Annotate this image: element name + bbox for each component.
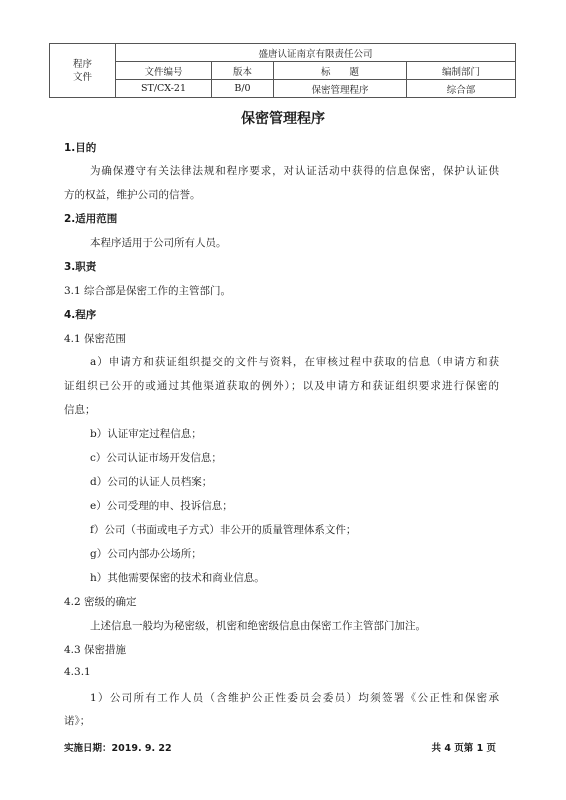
subsection-heading: 4.3 保密措施 <box>64 644 127 656</box>
paragraph-line: 3.1 综合部是保密工作的主管部门。 <box>64 285 232 297</box>
department-value: 综合部 <box>407 80 516 98</box>
list-item: g）公司内部办公场所； <box>90 548 202 560</box>
section-heading-procedure: 4.程序 <box>64 309 97 321</box>
company-name: 盛唐认证南京有限责任公司 <box>258 48 373 60</box>
paragraph-line: 方的权益，维护公司的信誉。 <box>64 189 201 201</box>
subsection-heading: 4.2 密级的确定 <box>64 596 137 608</box>
list-item: f）公司（书面或电子方式）非公开的质量管理体系文件； <box>90 524 357 536</box>
header-col-title: 标 题 <box>274 62 407 80</box>
doc-type-cell <box>50 44 116 98</box>
header-col-doc-number: 文件编号 <box>116 62 212 80</box>
list-item: b）认证审定过程信息； <box>90 428 202 440</box>
paragraph-line: 为确保遵守有关法律法规和程序要求，对认证活动中获得的信息保密，保护认证供 <box>90 165 499 177</box>
document-header-table <box>49 43 516 98</box>
page-number: 共 4 页第 1 页 <box>431 743 496 754</box>
version-value: B/0 <box>212 80 274 98</box>
subsection-heading: 4.3.1 <box>64 666 91 678</box>
company-name-cell <box>116 44 516 62</box>
doc-type-label: 程序 文件 <box>72 58 92 83</box>
title-value: 保密管理程序 <box>274 80 407 98</box>
header-col-department: 编制部门 <box>407 62 516 80</box>
paragraph-line: 信息； <box>64 404 96 416</box>
list-item: d）公司的认证人员档案； <box>90 476 213 488</box>
header-col-version: 版本 <box>212 62 274 80</box>
paragraph-line: a）申请方和获证组织提交的文件与资料，在审核过程中获取的信息（申请方和获 <box>90 356 499 368</box>
paragraph-line: 本程序适用于公司所有人员。 <box>90 237 227 249</box>
section-heading-scope: 2.适用范围 <box>64 213 118 225</box>
paragraph-line: 证组织已公开的或通过其他渠道获取的例外）；以及申请方和获证组织要求进行保密的 <box>64 380 499 392</box>
paragraph-line: 上述信息一般均为秘密级，机密和绝密级信息由保密工作主管部门加注。 <box>90 620 426 632</box>
list-item: e）公司受理的申、投诉信息； <box>90 500 233 512</box>
paragraph-line: 1）公司所有工作人员（含维护公正性委员会委员）均须签署《公正性和保密承 <box>90 692 499 704</box>
list-item: h）其他需要保密的技术和商业信息。 <box>90 572 265 584</box>
subsection-heading: 4.1 保密范围 <box>64 333 127 345</box>
section-heading-purpose: 1.目的 <box>64 142 97 154</box>
page-title: 保密管理程序 <box>241 111 325 127</box>
list-item: c）公司认证市场开发信息； <box>90 452 222 464</box>
doc-number-value: ST/CX-21 <box>116 80 212 98</box>
section-heading-responsibilities: 3.职责 <box>64 261 97 273</box>
effective-date: 实施日期：2019. 9. 22 <box>64 743 172 754</box>
paragraph-line: 诺》； <box>64 715 91 727</box>
